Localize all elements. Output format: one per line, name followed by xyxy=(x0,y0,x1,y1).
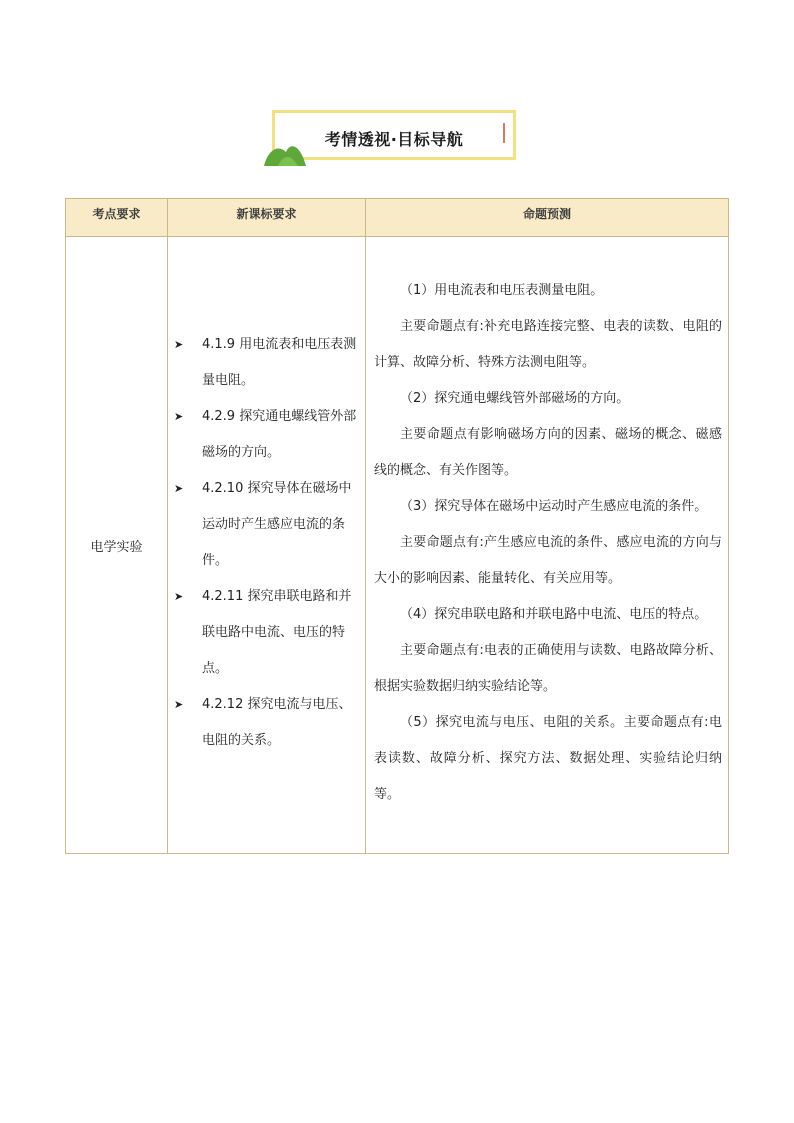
title-box xyxy=(272,110,516,160)
prediction-heading: （5）探究电流与电压、电阻的关系。主要命题点有:电表读数、故障分析、探究方法、数据处理、实验结论归纳等。 xyxy=(374,715,722,802)
accent-bar xyxy=(503,123,505,143)
arrowhead-bullet-icon: ➤ xyxy=(174,410,184,423)
topic-text: 电学实验 xyxy=(90,539,143,555)
requirement-text: 4.2.12 探究电流与电压、电阻的关系。 xyxy=(202,697,352,748)
table-header xyxy=(66,199,728,237)
title-banner xyxy=(264,110,524,166)
requirements-list xyxy=(168,327,365,759)
list-item xyxy=(168,579,365,687)
prediction-points: 主要命题点有:补充电路连接完整、电表的读数、电阻的计算、故障分析、特殊方法测电阻等。 xyxy=(374,319,722,370)
green-hills-icon xyxy=(264,140,308,166)
page-title: 考情透视·目标导航 xyxy=(324,130,464,149)
requirement-text: 4.1.9 用电流表和电压表测量电阻。 xyxy=(202,337,357,388)
predictions-cell xyxy=(366,237,728,853)
prediction-points: 主要命题点有影响磁场方向的因素、磁场的概念、磁感线的概念、有关作图等。 xyxy=(374,427,722,478)
requirement-text: 4.2.11 探究串联电路和并联电路中电流、电压的特点。 xyxy=(202,589,352,676)
header-predictions: 命题预测 xyxy=(522,207,571,221)
requirement-text: 4.2.9 探究通电螺线管外部磁场的方向。 xyxy=(202,409,357,460)
requirement-text: 4.2.10 探究导体在磁场中运动时产生感应电流的条件。 xyxy=(202,481,352,568)
header-topic: 考点要求 xyxy=(92,207,141,221)
requirements-cell xyxy=(168,237,365,853)
list-item xyxy=(168,471,365,579)
arrowhead-bullet-icon: ➤ xyxy=(174,590,184,603)
prediction-points: 主要命题点有:电表的正确使用与读数、电路故障分析、根据实验数据归纳实验结论等。 xyxy=(374,643,722,694)
arrowhead-bullet-icon: ➤ xyxy=(174,338,184,351)
predictions-text xyxy=(374,273,722,813)
prediction-heading: （4）探究串联电路和并联电路中电流、电压的特点。 xyxy=(400,607,708,622)
topic-cell xyxy=(66,237,167,853)
list-item xyxy=(168,687,365,759)
prediction-heading: （3）探究导体在磁场中运动时产生感应电流的条件。 xyxy=(400,499,708,514)
list-item xyxy=(168,327,365,399)
arrowhead-bullet-icon: ➤ xyxy=(174,482,184,495)
exam-table xyxy=(65,198,729,854)
header-requirements: 新课标要求 xyxy=(236,207,297,221)
list-item xyxy=(168,399,365,471)
arrowhead-bullet-icon: ➤ xyxy=(174,698,184,711)
prediction-heading: （2）探究通电螺线管外部磁场的方向。 xyxy=(400,391,630,406)
prediction-points: 主要命题点有:产生感应电流的条件、感应电流的方向与大小的影响因素、能量转化、有关应用等。 xyxy=(374,535,722,586)
prediction-heading: （1）用电流表和电压表测量电阻。 xyxy=(400,283,604,298)
